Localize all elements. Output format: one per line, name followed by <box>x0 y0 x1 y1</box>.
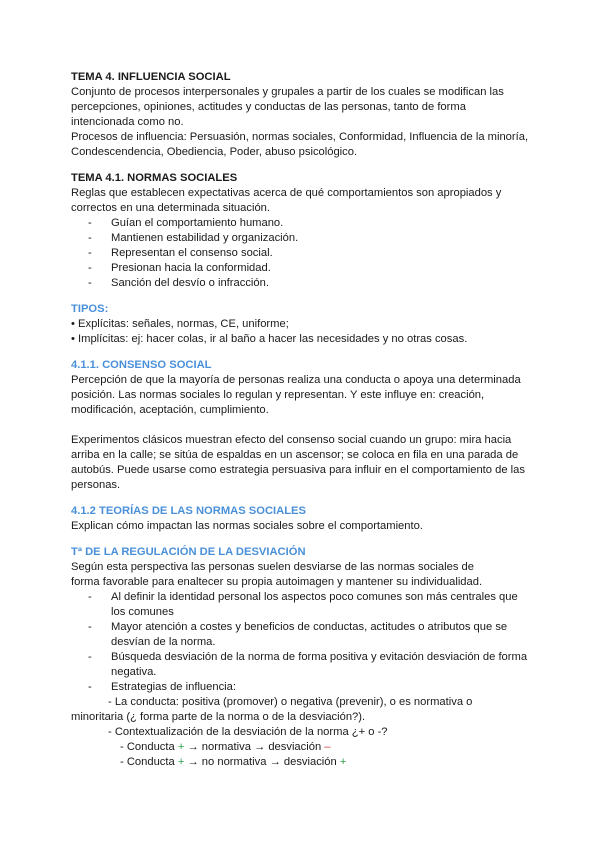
plus-sign: + <box>339 756 347 768</box>
paragraph-line: posición. Las normas sociales lo regulan y representan. Y este influye en: creación, <box>71 389 485 401</box>
list-item: - Representan el consenso social. <box>88 247 273 259</box>
sub-item-cont: minoritaria (¿ forma parte de la norma o de la desviación?). <box>71 711 366 723</box>
paragraph-line: • Implícitas: ej: hacer colas, ir al baño a hacer las necesidades y no otras cosas. <box>71 333 468 345</box>
paragraph-line: Experimentos clásicos muestran efecto del consenso social cuando un grupo: mira hacia <box>71 434 512 446</box>
sub-item: - Contextualización de la desviación de la norma ¿+ o -? <box>108 726 388 738</box>
paragraph-line: Percepción de que la mayoría de personas realiza una conducta o apoya una determinada <box>71 374 521 386</box>
sub-sub-item: - Conducta + → no normativa → desviación + <box>120 756 347 768</box>
list-item: - Estrategias de influencia: <box>88 681 237 693</box>
paragraph-line: correctos en una determinada situación. <box>71 202 271 214</box>
paragraph-line: • Explícitas: señales, normas, CE, uniforme; <box>71 318 289 330</box>
paragraph-line: Conjunto de procesos interpersonales y grupales a partir de los cuales se modifican las <box>71 86 504 98</box>
section-title-tema41: TEMA 4.1. NORMAS SOCIALES <box>71 172 238 184</box>
section-title-tema4: TEMA 4. INFLUENCIA SOCIAL <box>71 71 231 83</box>
paragraph-line: personas. <box>71 479 121 491</box>
paragraph-line: Reglas que establecen expectativas acerca de qué comportamientos son apropiados y <box>71 187 502 199</box>
section-title-tipos: TIPOS: <box>71 303 109 315</box>
plus-sign: + <box>177 741 185 753</box>
section-title-consenso: 4.1.1. CONSENSO SOCIAL <box>71 359 212 371</box>
section-title-desviacion: Tª DE LA REGULACIÓN DE LA DESVIACIÓN <box>71 546 306 558</box>
paragraph-line: autobús. Puede usarse como estrategia persuasiva para influir en el comportamiento de las <box>71 464 525 476</box>
list-item-cont: negativa. <box>111 666 157 678</box>
paragraph-line: intencionada como no. <box>71 116 184 128</box>
list-item-cont: desvían de la norma. <box>111 636 216 648</box>
paragraph-line: Según esta perspectiva las personas suelen desviarse de las normas sociales de <box>71 561 474 573</box>
paragraph-line: Procesos de influencia: Persuasión, normas sociales, Conformidad, Influencia de la minoría, <box>71 131 529 143</box>
minus-sign: – <box>324 741 331 753</box>
list-item: - Búsqueda desviación de la norma de forma positiva y evitación desviación de forma <box>88 651 528 663</box>
section-title-teorias: 4.1.2 TEORÍAS DE LAS NORMAS SOCIALES <box>71 505 306 517</box>
sub-sub-item: - Conducta + → normativa → desviación – <box>120 741 331 753</box>
sub-item: - La conducta: positiva (promover) o negativa (prevenir), o es normativa o <box>108 696 473 708</box>
paragraph-line: arriba en la calle; se sitúa de espaldas en un ascensor; se coloca en fila en una parada de <box>71 449 519 461</box>
list-item: - Presionan hacia la conformidad. <box>88 262 271 274</box>
list-item: - Mantienen estabilidad y organización. <box>88 232 299 244</box>
paragraph-line: Condescendencia, Obediencia, Poder, abuso psicológico. <box>71 146 358 158</box>
list-item: - Mayor atención a costes y beneficios de conductas, actitudes o atributos que se <box>88 621 508 633</box>
paragraph-line: percepciones, opiniones, actitudes y conductas de las personas, tanto de forma <box>71 101 466 113</box>
paragraph-line: Explican cómo impactan las normas sociales sobre el comportamiento. <box>71 520 423 532</box>
list-item: - Sanción del desvío o infracción. <box>88 277 269 289</box>
paragraph-line: modificación, aceptación, cumplimiento. <box>71 404 269 416</box>
list-item-cont: los comunes <box>111 606 174 618</box>
plus-sign: + <box>177 756 185 768</box>
list-item: - Al definir la identidad personal los aspectos poco comunes son más centrales que <box>88 591 518 603</box>
list-item: - Guían el comportamiento humano. <box>88 217 284 229</box>
document-page <box>71 70 541 770</box>
paragraph-line: forma favorable para enaltecer su propia autoimagen y mantener su individualidad. <box>71 576 483 588</box>
